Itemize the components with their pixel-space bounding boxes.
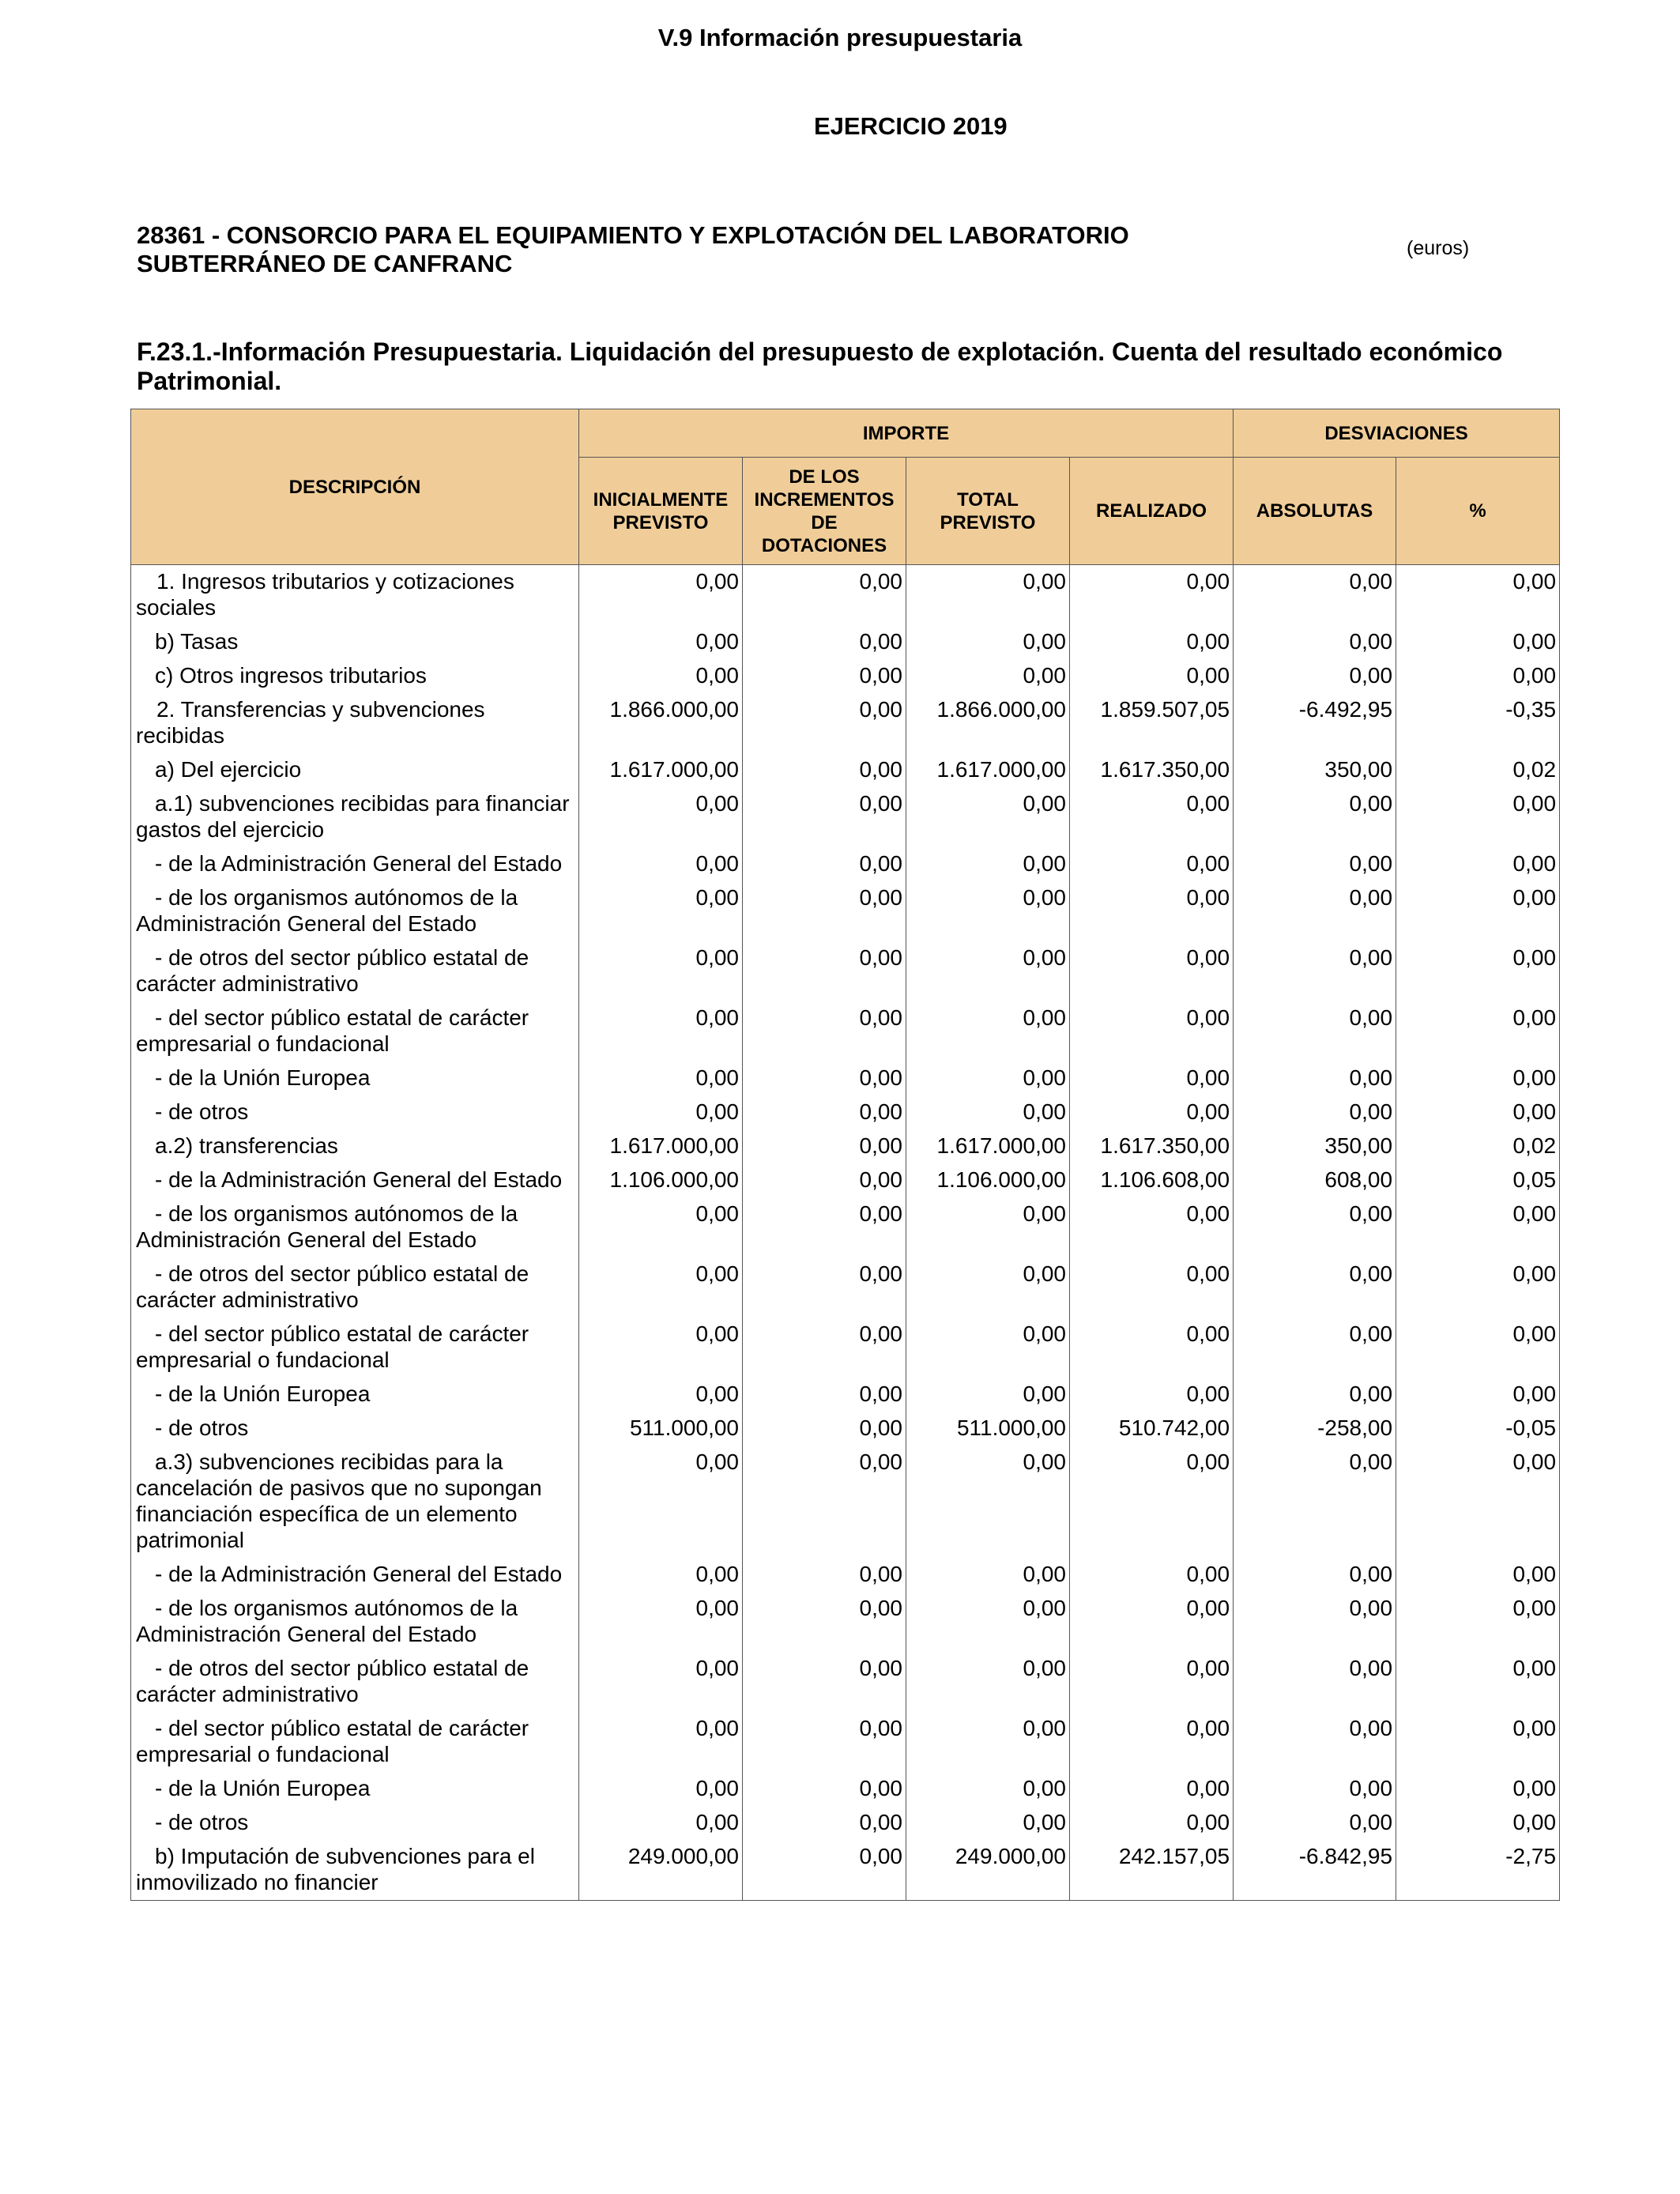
cell-inicialmente-previsto: 0,00 xyxy=(579,1772,743,1806)
cell-absolutas: 0,00 xyxy=(1234,659,1396,693)
cell-porcentaje: 0,00 xyxy=(1396,1558,1560,1592)
cell-total-previsto: 249.000,00 xyxy=(906,1840,1070,1901)
cell-incrementos: 0,00 xyxy=(743,1378,906,1412)
cell-inicialmente-previsto: 0,00 xyxy=(579,1378,743,1412)
cell-porcentaje: 0,00 xyxy=(1396,1257,1560,1318)
cell-absolutas: -6.492,95 xyxy=(1234,693,1396,753)
header-porcentaje: % xyxy=(1396,458,1560,565)
cell-porcentaje: -0,35 xyxy=(1396,693,1560,753)
cell-absolutas: 0,00 xyxy=(1234,1378,1396,1412)
cell-realizado: 0,00 xyxy=(1070,1197,1234,1257)
cell-incrementos: 0,00 xyxy=(743,1558,906,1592)
cell-inicialmente-previsto: 0,00 xyxy=(579,847,743,881)
row-description: a.1) subvenciones recibidas para financiar gastos del ejercicio xyxy=(131,787,579,847)
row-description: b) Tasas xyxy=(131,625,579,659)
row-description: c) Otros ingresos tributarios xyxy=(131,659,579,693)
cell-incrementos: 0,00 xyxy=(743,1095,906,1129)
cell-total-previsto: 0,00 xyxy=(906,1197,1070,1257)
row-description: b) Imputación de subvenciones para el inmovilizado no financier xyxy=(131,1840,579,1901)
row-description: - de otros del sector público estatal de carácter administrativo xyxy=(131,1257,579,1318)
cell-realizado: 0,00 xyxy=(1070,1061,1234,1095)
table-row xyxy=(131,625,1560,659)
cell-total-previsto: 0,00 xyxy=(906,1095,1070,1129)
cell-inicialmente-previsto: 0,00 xyxy=(579,1061,743,1095)
table-row xyxy=(131,1840,1560,1901)
entity-name-line2: SUBTERRÁNEO DE CANFRANC xyxy=(137,250,513,277)
cell-inicialmente-previsto: 0,00 xyxy=(579,1095,743,1129)
cell-realizado: 0,00 xyxy=(1070,1558,1234,1592)
table-row xyxy=(131,659,1560,693)
cell-inicialmente-previsto: 0,00 xyxy=(579,1001,743,1061)
cell-incrementos: 0,00 xyxy=(743,1318,906,1378)
cell-porcentaje: 0,00 xyxy=(1396,1061,1560,1095)
cell-total-previsto: 0,00 xyxy=(906,941,1070,1001)
cell-absolutas: 0,00 xyxy=(1234,1772,1396,1806)
cell-porcentaje: 0,00 xyxy=(1396,1712,1560,1772)
cell-total-previsto: 0,00 xyxy=(906,565,1070,626)
cell-inicialmente-previsto: 1.866.000,00 xyxy=(579,693,743,753)
table-row xyxy=(131,1197,1560,1257)
cell-inicialmente-previsto: 0,00 xyxy=(579,625,743,659)
cell-porcentaje: 0,00 xyxy=(1396,881,1560,941)
cell-incrementos: 0,00 xyxy=(743,1163,906,1197)
row-description: - de los organismos autónomos de la Administración General del Estado xyxy=(131,1592,579,1652)
table-row xyxy=(131,1378,1560,1412)
table-row xyxy=(131,787,1560,847)
table-row xyxy=(131,1095,1560,1129)
cell-realizado: 0,00 xyxy=(1070,1318,1234,1378)
cell-total-previsto: 0,00 xyxy=(906,1001,1070,1061)
cell-porcentaje: 0,00 xyxy=(1396,1095,1560,1129)
header-incrementos: DE LOS INCREMENTOS DE DOTACIONES xyxy=(743,458,906,565)
cell-realizado: 0,00 xyxy=(1070,1257,1234,1318)
cell-absolutas: 0,00 xyxy=(1234,1806,1396,1840)
cell-absolutas: 0,00 xyxy=(1234,625,1396,659)
entity-name xyxy=(137,221,1322,278)
row-description: - del sector público estatal de carácter empresarial o fundacional xyxy=(131,1318,579,1378)
cell-realizado: 0,00 xyxy=(1070,1378,1234,1412)
cell-realizado: 1.106.608,00 xyxy=(1070,1163,1234,1197)
cell-absolutas: 0,00 xyxy=(1234,1257,1396,1318)
row-description: - de otros xyxy=(131,1412,579,1446)
cell-realizado: 0,00 xyxy=(1070,1712,1234,1772)
cell-porcentaje: 0,00 xyxy=(1396,1446,1560,1558)
table-row xyxy=(131,1129,1560,1163)
table-title: F.23.1.-Información Presupuestaria. Liquidación del presupuesto de explotación. Cuenta del resultado económico Patrimonial. xyxy=(137,337,1503,395)
cell-total-previsto: 1.866.000,00 xyxy=(906,693,1070,753)
cell-absolutas: 0,00 xyxy=(1234,1446,1396,1558)
row-description: - de los organismos autónomos de la Administración General del Estado xyxy=(131,1197,579,1257)
cell-realizado: 1.617.350,00 xyxy=(1070,1129,1234,1163)
header-desviaciones: DESVIACIONES xyxy=(1234,409,1560,458)
header-absolutas: ABSOLUTAS xyxy=(1234,458,1396,565)
row-description: - de otros del sector público estatal de carácter administrativo xyxy=(131,1652,579,1712)
cell-total-previsto: 0,00 xyxy=(906,847,1070,881)
cell-porcentaje: 0,00 xyxy=(1396,1592,1560,1652)
cell-incrementos: 0,00 xyxy=(743,1806,906,1840)
cell-realizado: 0,00 xyxy=(1070,1001,1234,1061)
cell-inicialmente-previsto: 0,00 xyxy=(579,565,743,626)
cell-realizado: 0,00 xyxy=(1070,1592,1234,1652)
cell-porcentaje: 0,00 xyxy=(1396,787,1560,847)
row-description: 1. Ingresos tributarios y cotizaciones sociales xyxy=(131,565,579,626)
cell-total-previsto: 0,00 xyxy=(906,1378,1070,1412)
entity-name-line1: 28361 - CONSORCIO PARA EL EQUIPAMIENTO Y EXPLOTACIÓN DEL LABORATORIO xyxy=(137,221,1129,249)
cell-total-previsto: 0,00 xyxy=(906,1806,1070,1840)
cell-absolutas: 0,00 xyxy=(1234,1652,1396,1712)
section-title: V.9 Información presupuestaria xyxy=(657,24,1023,51)
row-description: 2. Transferencias y subvenciones recibidas xyxy=(131,693,579,753)
cell-realizado: 0,00 xyxy=(1070,1772,1234,1806)
cell-inicialmente-previsto: 1.106.000,00 xyxy=(579,1163,743,1197)
header-realizado: REALIZADO xyxy=(1070,458,1234,565)
row-description: - de la Unión Europea xyxy=(131,1061,579,1095)
cell-inicialmente-previsto: 1.617.000,00 xyxy=(579,753,743,787)
row-description: - de otros xyxy=(131,1806,579,1840)
table-row xyxy=(131,693,1560,753)
cell-incrementos: 0,00 xyxy=(743,625,906,659)
table-row xyxy=(131,1558,1560,1592)
cell-total-previsto: 0,00 xyxy=(906,1712,1070,1772)
cell-porcentaje: 0,00 xyxy=(1396,1197,1560,1257)
row-description: - de la Unión Europea xyxy=(131,1378,579,1412)
cell-absolutas: 0,00 xyxy=(1234,881,1396,941)
cell-absolutas: 350,00 xyxy=(1234,1129,1396,1163)
table-row xyxy=(131,1163,1560,1197)
cell-realizado: 0,00 xyxy=(1070,1446,1234,1558)
cell-inicialmente-previsto: 0,00 xyxy=(579,1318,743,1378)
table-row xyxy=(131,1652,1560,1712)
cell-inicialmente-previsto: 0,00 xyxy=(579,1592,743,1652)
row-description: - de otros xyxy=(131,1095,579,1129)
cell-porcentaje: 0,00 xyxy=(1396,1318,1560,1378)
cell-total-previsto: 0,00 xyxy=(906,659,1070,693)
row-description: - de otros del sector público estatal de carácter administrativo xyxy=(131,941,579,1001)
row-description: - de la Administración General del Estado xyxy=(131,847,579,881)
cell-inicialmente-previsto: 0,00 xyxy=(579,1197,743,1257)
row-description: - del sector público estatal de carácter empresarial o fundacional xyxy=(131,1001,579,1061)
cell-absolutas: 608,00 xyxy=(1234,1163,1396,1197)
cell-porcentaje: 0,00 xyxy=(1396,1772,1560,1806)
cell-porcentaje: 0,00 xyxy=(1396,1806,1560,1840)
cell-realizado: 0,00 xyxy=(1070,625,1234,659)
cell-absolutas: 0,00 xyxy=(1234,787,1396,847)
cell-incrementos: 0,00 xyxy=(743,787,906,847)
cell-realizado: 510.742,00 xyxy=(1070,1412,1234,1446)
cell-absolutas: 0,00 xyxy=(1234,1318,1396,1378)
cell-total-previsto: 0,00 xyxy=(906,881,1070,941)
cell-incrementos: 0,00 xyxy=(743,1772,906,1806)
header-description: DESCRIPCIÓN xyxy=(131,409,579,565)
cell-absolutas: 0,00 xyxy=(1234,1197,1396,1257)
cell-absolutas: 0,00 xyxy=(1234,847,1396,881)
cell-porcentaje: 0,02 xyxy=(1396,1129,1560,1163)
cell-incrementos: 0,00 xyxy=(743,1061,906,1095)
table-row xyxy=(131,1712,1560,1772)
cell-incrementos: 0,00 xyxy=(743,1840,906,1901)
cell-realizado: 0,00 xyxy=(1070,847,1234,881)
cell-realizado: 0,00 xyxy=(1070,1652,1234,1712)
row-description: - del sector público estatal de carácter empresarial o fundacional xyxy=(131,1712,579,1772)
cell-total-previsto: 0,00 xyxy=(906,1558,1070,1592)
table-row xyxy=(131,941,1560,1001)
table-row xyxy=(131,1592,1560,1652)
cell-porcentaje: 0,00 xyxy=(1396,1652,1560,1712)
cell-absolutas: 0,00 xyxy=(1234,1095,1396,1129)
cell-absolutas: -258,00 xyxy=(1234,1412,1396,1446)
table-row xyxy=(131,1446,1560,1558)
cell-realizado: 0,00 xyxy=(1070,1095,1234,1129)
table-row xyxy=(131,1772,1560,1806)
header-inicialmente-previsto: INICIALMENTE PREVISTO xyxy=(579,458,743,565)
units-label: (euros) xyxy=(1407,237,1470,259)
cell-total-previsto: 0,00 xyxy=(906,1257,1070,1318)
cell-realizado: 242.157,05 xyxy=(1070,1840,1234,1901)
cell-incrementos: 0,00 xyxy=(743,881,906,941)
cell-incrementos: 0,00 xyxy=(743,753,906,787)
cell-porcentaje: 0,00 xyxy=(1396,625,1560,659)
row-description: a) Del ejercicio xyxy=(131,753,579,787)
cell-realizado: 1.617.350,00 xyxy=(1070,753,1234,787)
cell-incrementos: 0,00 xyxy=(743,1197,906,1257)
cell-total-previsto: 0,00 xyxy=(906,1772,1070,1806)
cell-porcentaje: 0,00 xyxy=(1396,941,1560,1001)
cell-incrementos: 0,00 xyxy=(743,1592,906,1652)
cell-absolutas: 0,00 xyxy=(1234,1558,1396,1592)
cell-absolutas: 0,00 xyxy=(1234,1712,1396,1772)
cell-incrementos: 0,00 xyxy=(743,941,906,1001)
table-row xyxy=(131,1806,1560,1840)
table-row xyxy=(131,1318,1560,1378)
table-row xyxy=(131,1257,1560,1318)
table-row xyxy=(131,753,1560,787)
cell-realizado: 0,00 xyxy=(1070,1806,1234,1840)
row-description: - de la Administración General del Estado xyxy=(131,1558,579,1592)
cell-incrementos: 0,00 xyxy=(743,693,906,753)
cell-inicialmente-previsto: 249.000,00 xyxy=(579,1840,743,1901)
cell-inicialmente-previsto: 511.000,00 xyxy=(579,1412,743,1446)
cell-porcentaje: 0,00 xyxy=(1396,659,1560,693)
header-total-previsto: TOTAL PREVISTO xyxy=(906,458,1070,565)
cell-absolutas: -6.842,95 xyxy=(1234,1840,1396,1901)
cell-total-previsto: 0,00 xyxy=(906,625,1070,659)
budget-table xyxy=(130,409,1560,1901)
cell-porcentaje: -2,75 xyxy=(1396,1840,1560,1901)
cell-realizado: 0,00 xyxy=(1070,881,1234,941)
cell-inicialmente-previsto: 0,00 xyxy=(579,1712,743,1772)
exercise-year: EJERCICIO 2019 xyxy=(814,112,1008,140)
cell-incrementos: 0,00 xyxy=(743,565,906,626)
row-description: a.3) subvenciones recibidas para la cancelación de pasivos que no supongan financiación específica de un elemento patrimonial xyxy=(131,1446,579,1558)
cell-total-previsto: 0,00 xyxy=(906,1652,1070,1712)
cell-inicialmente-previsto: 0,00 xyxy=(579,1558,743,1592)
header-importe: IMPORTE xyxy=(579,409,1234,458)
cell-incrementos: 0,00 xyxy=(743,1001,906,1061)
cell-porcentaje: 0,00 xyxy=(1396,847,1560,881)
budget-table-body xyxy=(131,565,1560,1901)
cell-absolutas: 350,00 xyxy=(1234,753,1396,787)
cell-incrementos: 0,00 xyxy=(743,1446,906,1558)
cell-porcentaje: 0,02 xyxy=(1396,753,1560,787)
table-row xyxy=(131,881,1560,941)
row-description: a.2) transferencias xyxy=(131,1129,579,1163)
cell-realizado: 0,00 xyxy=(1070,565,1234,626)
cell-incrementos: 0,00 xyxy=(743,1412,906,1446)
row-description: - de los organismos autónomos de la Administración General del Estado xyxy=(131,881,579,941)
cell-total-previsto: 0,00 xyxy=(906,1061,1070,1095)
cell-realizado: 0,00 xyxy=(1070,659,1234,693)
cell-incrementos: 0,00 xyxy=(743,659,906,693)
cell-total-previsto: 1.106.000,00 xyxy=(906,1163,1070,1197)
cell-inicialmente-previsto: 0,00 xyxy=(579,881,743,941)
cell-absolutas: 0,00 xyxy=(1234,1061,1396,1095)
cell-inicialmente-previsto: 0,00 xyxy=(579,941,743,1001)
cell-absolutas: 0,00 xyxy=(1234,565,1396,626)
table-row xyxy=(131,1412,1560,1446)
cell-realizado: 1.859.507,05 xyxy=(1070,693,1234,753)
cell-absolutas: 0,00 xyxy=(1234,1592,1396,1652)
cell-inicialmente-previsto: 0,00 xyxy=(579,659,743,693)
table-row xyxy=(131,565,1560,626)
cell-total-previsto: 1.617.000,00 xyxy=(906,1129,1070,1163)
cell-total-previsto: 0,00 xyxy=(906,1318,1070,1378)
cell-total-previsto: 0,00 xyxy=(906,1446,1070,1558)
cell-total-previsto: 1.617.000,00 xyxy=(906,753,1070,787)
cell-absolutas: 0,00 xyxy=(1234,1001,1396,1061)
cell-porcentaje: -0,05 xyxy=(1396,1412,1560,1446)
table-row xyxy=(131,847,1560,881)
cell-inicialmente-previsto: 1.617.000,00 xyxy=(579,1129,743,1163)
cell-inicialmente-previsto: 0,00 xyxy=(579,1652,743,1712)
cell-incrementos: 0,00 xyxy=(743,1712,906,1772)
cell-inicialmente-previsto: 0,00 xyxy=(579,787,743,847)
cell-inicialmente-previsto: 0,00 xyxy=(579,1446,743,1558)
cell-inicialmente-previsto: 0,00 xyxy=(579,1257,743,1318)
cell-incrementos: 0,00 xyxy=(743,1652,906,1712)
cell-inicialmente-previsto: 0,00 xyxy=(579,1806,743,1840)
cell-realizado: 0,00 xyxy=(1070,787,1234,847)
cell-absolutas: 0,00 xyxy=(1234,941,1396,1001)
cell-porcentaje: 0,00 xyxy=(1396,565,1560,626)
cell-incrementos: 0,00 xyxy=(743,847,906,881)
row-description: - de la Unión Europea xyxy=(131,1772,579,1806)
cell-porcentaje: 0,05 xyxy=(1396,1163,1560,1197)
table-row xyxy=(131,1061,1560,1095)
cell-incrementos: 0,00 xyxy=(743,1257,906,1318)
cell-realizado: 0,00 xyxy=(1070,941,1234,1001)
cell-incrementos: 0,00 xyxy=(743,1129,906,1163)
cell-porcentaje: 0,00 xyxy=(1396,1001,1560,1061)
cell-porcentaje: 0,00 xyxy=(1396,1378,1560,1412)
cell-total-previsto: 511.000,00 xyxy=(906,1412,1070,1446)
row-description: - de la Administración General del Estado xyxy=(131,1163,579,1197)
cell-total-previsto: 0,00 xyxy=(906,1592,1070,1652)
cell-total-previsto: 0,00 xyxy=(906,787,1070,847)
table-row xyxy=(131,1001,1560,1061)
